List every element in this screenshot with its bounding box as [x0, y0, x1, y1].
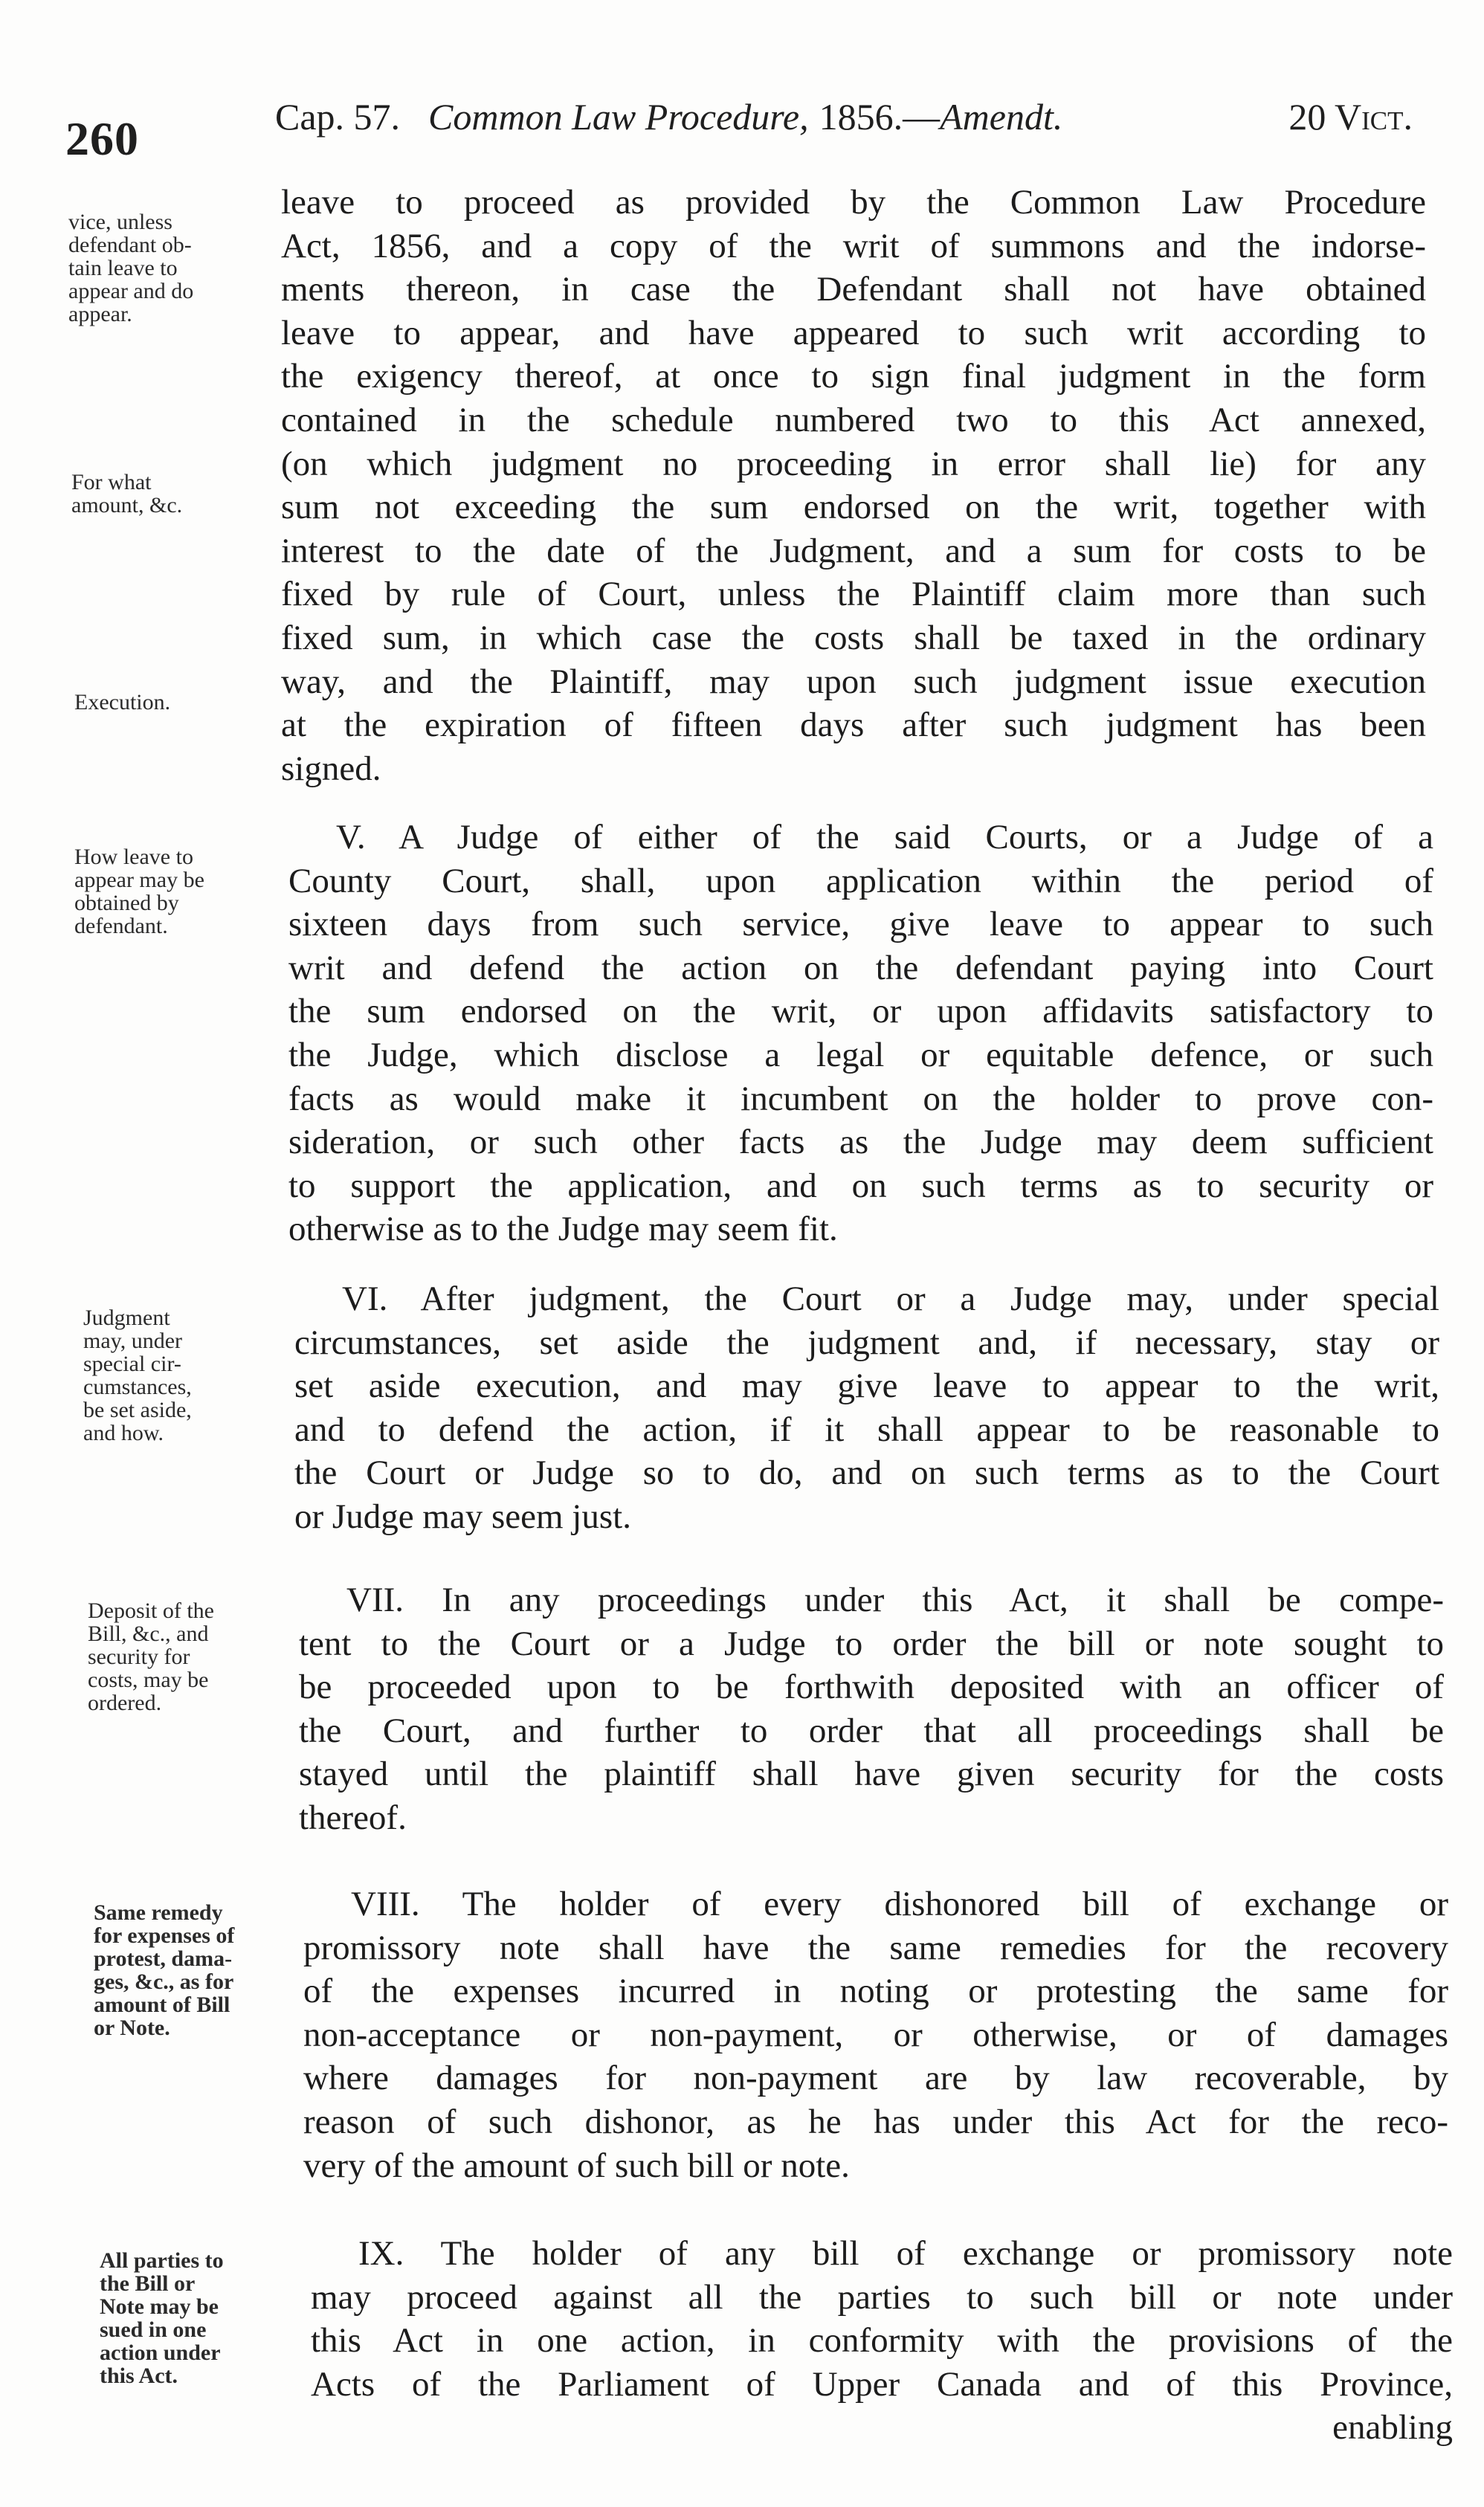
sidenote-line: ges, &c., as for — [94, 1969, 234, 1994]
sidenote-for-what-amount — [71, 471, 294, 517]
text-line: at the expiration of fifteen days after such judgment has been — [281, 706, 1426, 745]
text-line: signed. — [281, 749, 381, 788]
sidenote-line: Note may be — [100, 2294, 219, 2319]
text-line: facts as would make it incumbent on the holder to prove con- — [288, 1079, 1433, 1118]
text-line: the Court or Judge so to do, and on such terms as to the Court — [294, 1453, 1439, 1493]
sidenote-line: for expenses of — [94, 1923, 235, 1948]
sidenote-line: amount, &c. — [71, 493, 183, 517]
section-vi — [294, 1277, 1439, 1539]
section-viii — [303, 1882, 1448, 2187]
sidenote-line: protest, dama- — [94, 1946, 233, 1971]
text-line: V. A Judge of either of the said Courts, or a Judge of a — [336, 818, 1433, 856]
text-line: the Judge, which disclose a legal or equitable defence, or such — [288, 1035, 1433, 1074]
text-line: to support the application, and on such terms as to security or — [288, 1166, 1433, 1205]
text-line: where damages for non-payment are by law recoverable, by — [303, 2059, 1448, 2098]
running-head-chapter: Cap. 57. — [275, 96, 401, 138]
sidenote-line: sued in one — [100, 2317, 207, 2342]
text-line: County Court, shall, upon application within the period of — [288, 861, 1433, 900]
text-line: Acts of the Parliament of Upper Canada and of this Province, — [311, 2364, 1453, 2404]
text-line: thereof. — [299, 1798, 407, 1837]
sidenote-line: How leave to — [74, 845, 193, 869]
sidenote-line: appear. — [68, 302, 132, 326]
page-number: 260 — [65, 112, 139, 165]
sidenote-all-parties — [100, 2249, 323, 2387]
text-line: contained in the schedule numbered two to this Act annexed, — [281, 400, 1426, 439]
sidenote-line: Judgment — [83, 1306, 170, 1330]
text-line: otherwise as to the Judge may seem fit. — [288, 1210, 838, 1249]
sidenote-line: the Bill or — [100, 2271, 196, 2296]
text-line: VI. After judgment, the Court or a Judge may, under special — [342, 1280, 1439, 1318]
sidenote-line: amount of Bill — [94, 1993, 230, 2017]
sidenote-line: action under — [100, 2340, 221, 2365]
text-line: the sum endorsed on the writ, or upon affidavits satisfactory to — [288, 992, 1433, 1031]
text-line: sum not exceeding the sum endorsed on the writ, together with — [281, 488, 1426, 527]
sidenote-line: costs, may be — [88, 1668, 209, 1692]
text-line: be proceeded upon to be forthwith deposited with an officer of — [299, 1668, 1444, 1707]
text-line: set aside execution, and may give leave to appear to the writ, — [294, 1367, 1439, 1406]
text-line: leave to proceed as provided by the Common Law Procedure — [281, 183, 1426, 222]
sidenote-line: and how. — [83, 1421, 164, 1445]
sidenote-line: obtained by — [74, 891, 179, 915]
text-line: and to defend the action, if it shall appear to be reasonable to — [294, 1410, 1439, 1449]
text-line: Act, 1856, and a copy of the writ of summons and the indorse- — [281, 226, 1426, 265]
sidenote-line: Same remedy — [94, 1900, 223, 1925]
text-line: promissory note shall have the same remedies for the recovery — [303, 1928, 1448, 1967]
sidenote-line: All parties to — [100, 2248, 224, 2273]
sidenote-line: defendant. — [74, 914, 168, 938]
text-line: very of the amount of such bill or note. — [303, 2146, 850, 2185]
paragraph-continuation — [281, 181, 1426, 790]
sidenote-line: this Act. — [100, 2364, 178, 2388]
catchword: enabling — [1332, 2408, 1453, 2448]
sidenote-line: For what — [71, 470, 152, 494]
text-line: IX. The holder of any bill of exchange or promissory note — [358, 2234, 1453, 2273]
sidenote-line: vice, unless — [68, 210, 172, 234]
text-line: writ and defend the action on the defendant paying into Court — [288, 948, 1433, 987]
text-line: ments thereon, in case the Defendant shall not have obtained — [281, 270, 1426, 309]
text-line: of the expenses incurred in noting or protesting the same for — [303, 1972, 1448, 2011]
sidenote-line: tain leave to — [68, 256, 178, 280]
text-line: non-acceptance or non-payment, or otherwise, or of damages — [303, 2015, 1448, 2054]
text-line: fixed sum, in which case the costs shall be taxed in the ordinary — [281, 618, 1426, 657]
section-vii — [299, 1578, 1444, 1840]
sidenote-line: Bill, &c., and — [88, 1622, 209, 1646]
sidenote-leave-to-appear — [68, 210, 291, 326]
sidenote-line: special cir- — [83, 1352, 181, 1376]
sidenote-line: or Note. — [94, 2016, 170, 2040]
sidenote-line: cumstances, — [83, 1375, 192, 1399]
text-line: leave to appear, and have appeared to such writ according to — [281, 313, 1426, 352]
sidenote-line: Deposit of the — [88, 1598, 214, 1623]
text-line: interest to the date of the Judgment, and a sum for costs to be — [281, 531, 1426, 570]
text-line: the Court, and further to order that all proceedings shall be — [299, 1711, 1444, 1750]
sidenote-same-remedy — [94, 1901, 317, 2039]
sidenote-line: ordered. — [88, 1691, 162, 1715]
text-line: reason of such dishonor, as he has under this Act for the reco- — [303, 2102, 1448, 2141]
text-line: or Judge may seem just. — [294, 1497, 631, 1536]
text-line: the exigency thereof, at once to sign final judgment in the form — [281, 357, 1426, 396]
sidenote-line: security for — [88, 1645, 190, 1669]
text-line: stayed until the plaintiff shall have given security for the costs — [299, 1755, 1444, 1794]
sidenote-line: be set aside, — [83, 1398, 192, 1422]
running-head-amendment: Amendt. — [940, 96, 1063, 138]
text-line: fixed by rule of Court, unless the Plaintiff claim more than such — [281, 575, 1426, 614]
text-line: sideration, or such other facts as the Judge may deem sufficient — [288, 1123, 1433, 1162]
running-head-title: Common Law Procedure, — [428, 96, 809, 138]
text-line: tent to the Court or a Judge to order the bill or note sought to — [299, 1624, 1444, 1663]
section-ix — [311, 2232, 1453, 2450]
text-line: may proceed against all the parties to such bill or note under — [311, 2277, 1453, 2317]
running-head — [275, 95, 1435, 138]
section-v — [288, 816, 1433, 1251]
running-head-regnal-year: 20 Vict. — [1288, 96, 1413, 138]
sidenote-judgment-set-aside — [83, 1306, 306, 1445]
text-line: this Act in one action, in conformity with the provisions of the — [311, 2321, 1453, 2361]
sidenote-line: may, under — [83, 1329, 183, 1353]
sidenote-line: defendant ob- — [68, 233, 192, 257]
sidenote-line: appear and do — [68, 279, 194, 303]
running-head-year: 1856.— — [819, 96, 941, 138]
sidenote-how-leave-obtained — [74, 845, 297, 938]
sidenote-deposit-of-bill — [88, 1599, 311, 1714]
text-line: way, and the Plaintiff, may upon such judgment issue execution — [281, 662, 1426, 701]
sidenote-line: appear may be — [74, 868, 204, 892]
text-line: circumstances, set aside the judgment and, if necessary, stay or — [294, 1323, 1439, 1362]
sidenote-execution — [74, 691, 297, 714]
text-line: VII. In any proceedings under this Act, it shall be compe- — [346, 1581, 1444, 1619]
text-line: sixteen days from such service, give leave to appear to such — [288, 905, 1433, 944]
text-line: VIII. The holder of every dishonored bill of exchange or — [351, 1885, 1448, 1923]
sidenote-line: Execution. — [74, 690, 171, 714]
text-line: (on which judgment no proceeding in error shall lie) for any — [281, 444, 1426, 483]
